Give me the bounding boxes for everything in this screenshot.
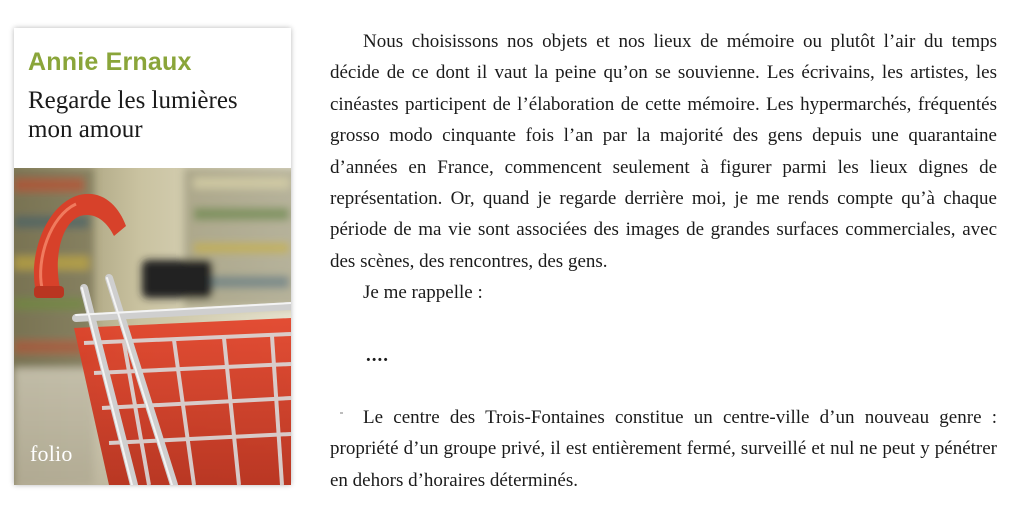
excerpt-ellipsis: .... [366, 344, 389, 366]
cover-header [14, 28, 291, 168]
excerpt-paragraph: Nous choisissons nos objets et nos lieux de mémoire ou plutôt l’air du temps décide de ce dont il vaut la peine qu’on se souvienne. Les écrivains, les artistes, les cinéastes participent de l’élaboration de cette mémoire. Les hypermarchés, fréquentés grosso modo cinquante fois l’an par la majorité des gens depuis une quarantaine d’années en France, commencent seulement à figurer parmi les lieux dignes de représentation. Or, quand je regarde derrière moi, je me rends compte qu’à chaque période de ma vie sont associées des images de grandes surfaces commerciales, avec des scènes, des rencontres, des gens. [330, 31, 997, 272]
book-excerpt [330, 26, 997, 496]
excerpt-paragraph: Je me rappelle : [363, 282, 483, 304]
supermarket-cart-photo [14, 168, 291, 485]
publisher-logo: folio [30, 441, 73, 466]
cover-author: Annie Ernaux [28, 48, 192, 76]
cover-title: Regarde les lumières mon amour [28, 87, 238, 143]
book-cover [14, 28, 291, 485]
scan-speck [340, 412, 343, 414]
excerpt-paragraph: Le centre des Trois-Fontaines constitue un centre-ville d’un nouveau genre : propriété d’un groupe privé, il est entièrement fermé, surveillé et nul ne peut y pénétrer en dehors d’horaires déterminés. [330, 407, 997, 491]
